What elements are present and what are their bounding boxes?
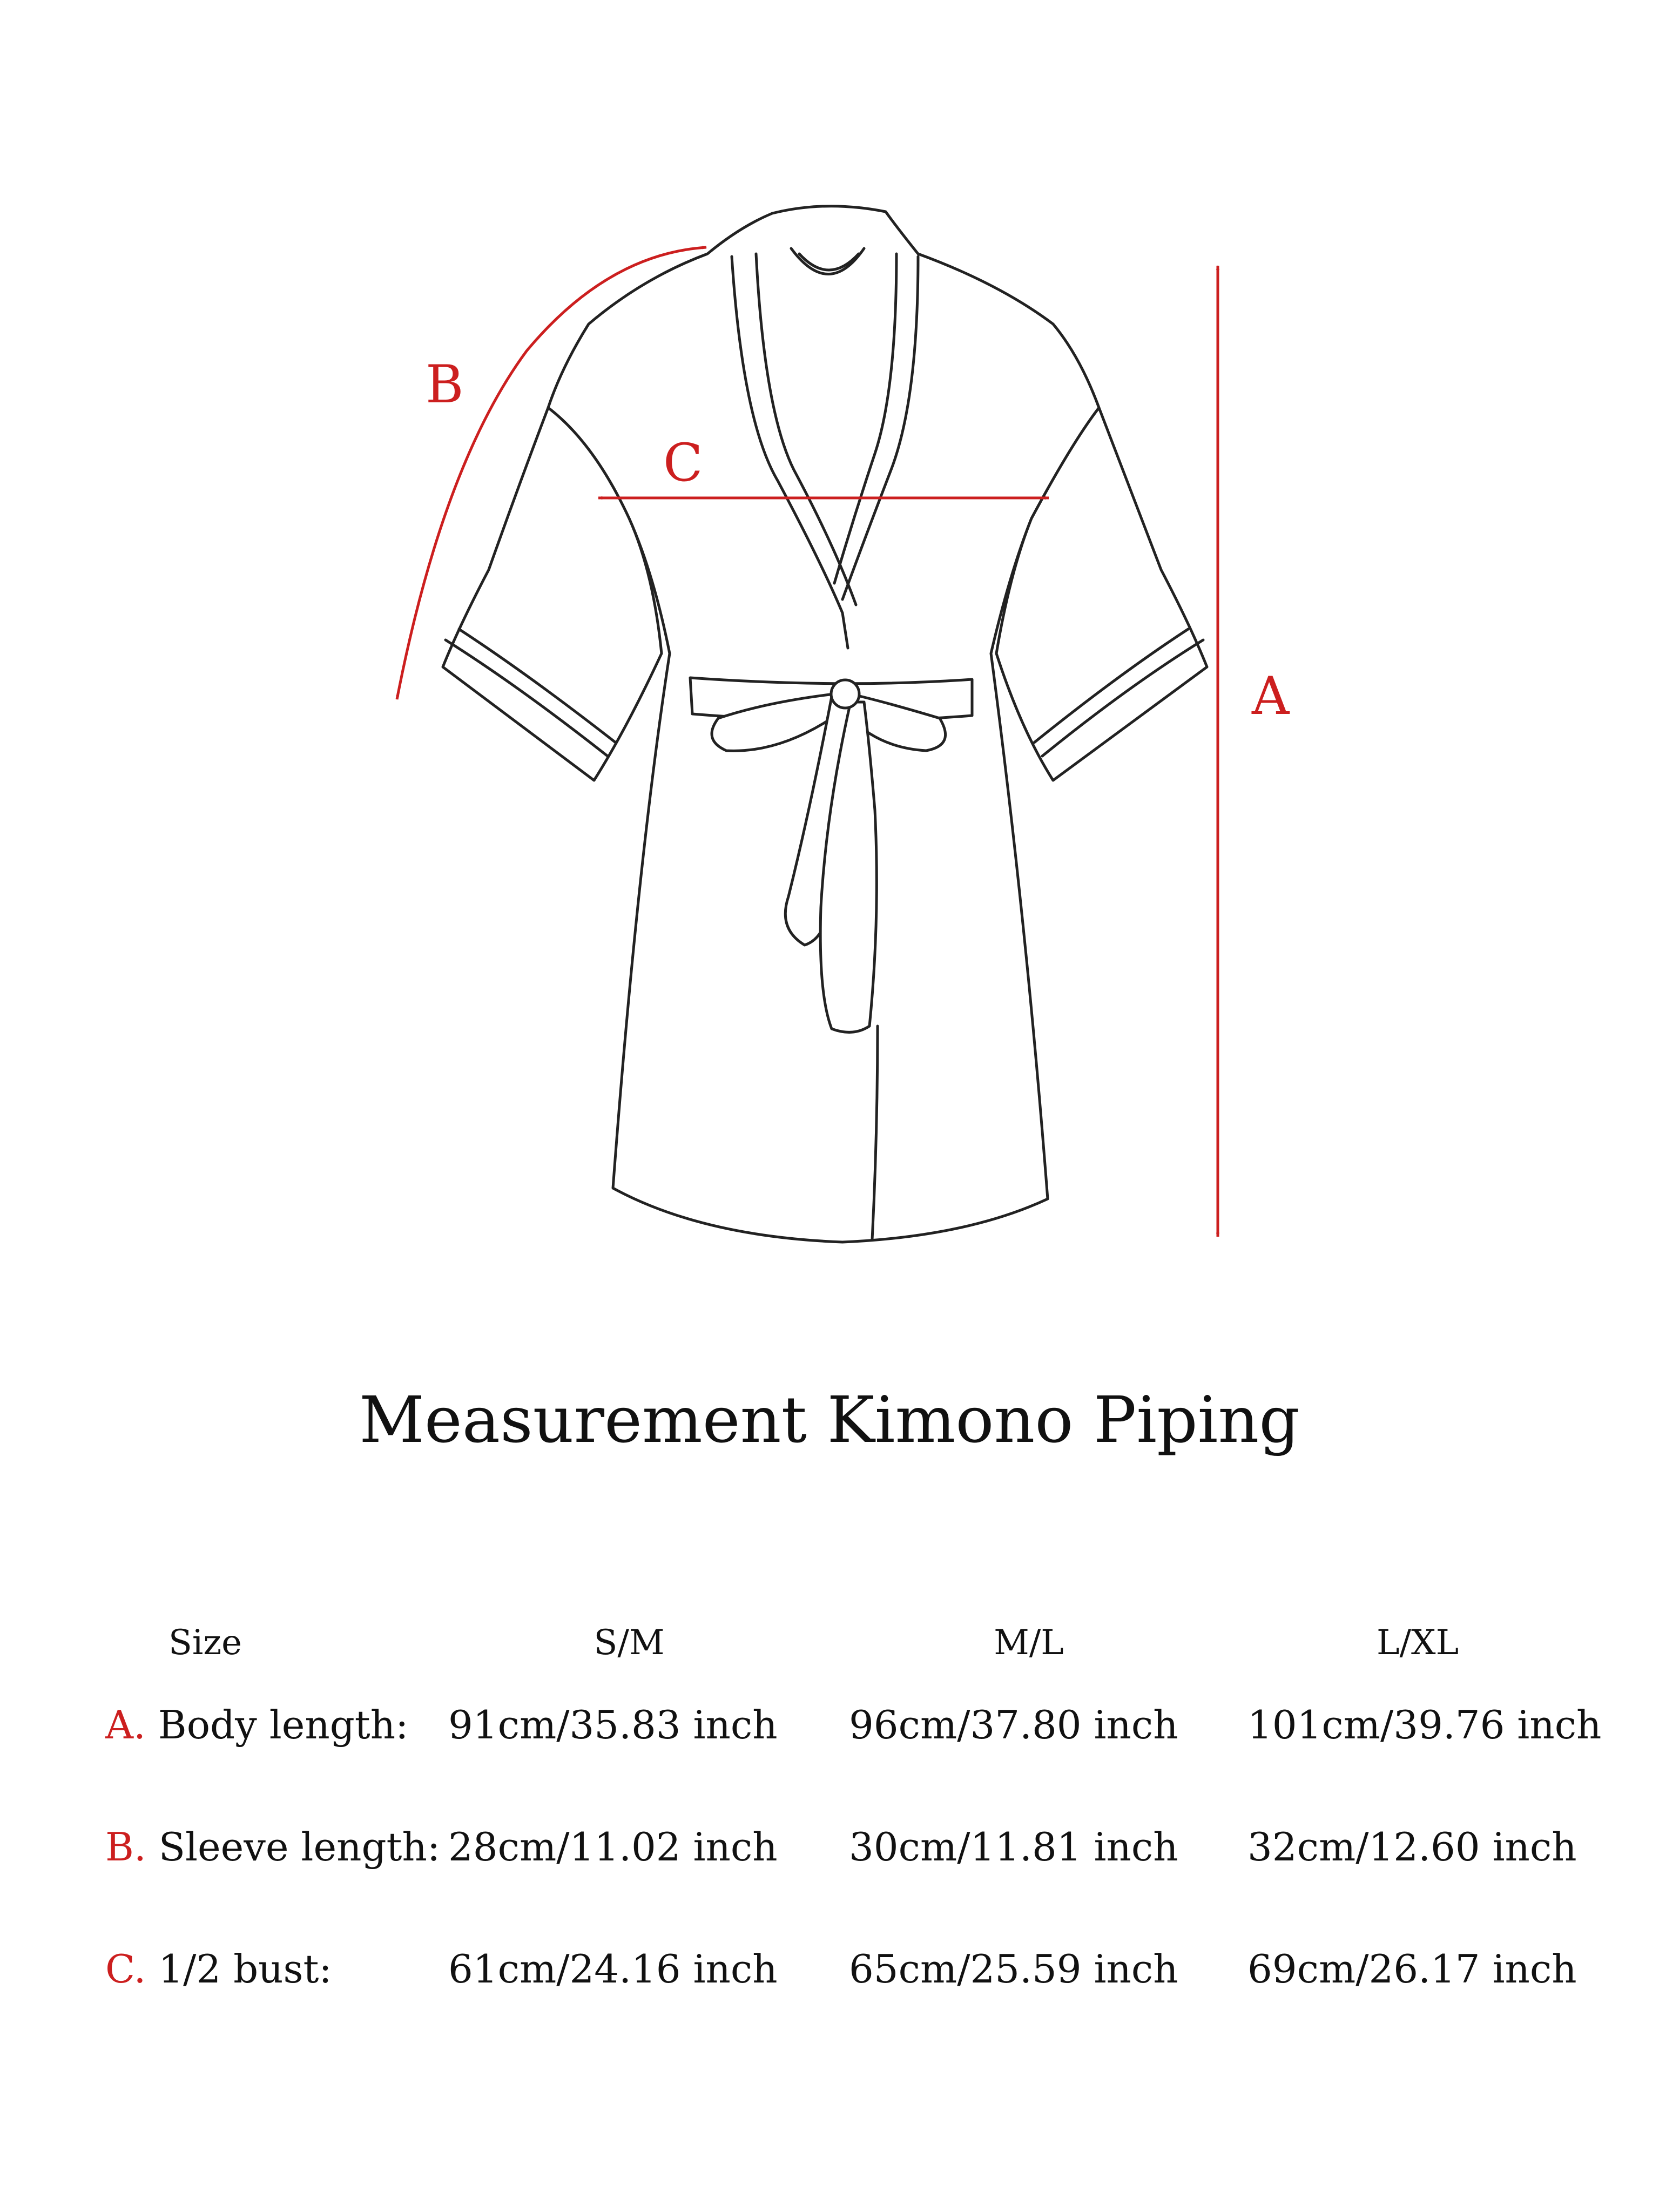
value-body-length-m-l: 96cm/37.80 inch [849,1702,1178,1748]
value-sleeve-length-l-xl: 32cm/12.60 inch [1247,1824,1577,1870]
row-code-c: C. [105,1946,146,1992]
row-name-half-bust: 1/2 bust: [158,1946,332,1992]
value-sleeve-length-s-m: 28cm/11.02 inch [448,1824,778,1870]
kimono-outline [443,206,1207,1242]
label-c: C [663,433,703,493]
value-body-length-s-m: 91cm/35.83 inch [448,1702,778,1748]
header-s-m: S/M [594,1623,665,1663]
header-size: Size [168,1623,242,1663]
row-name-body-length: Body length: [158,1702,409,1748]
belt-knot [831,680,859,708]
page-title: Measurement Kimono Piping [359,1382,1300,1457]
label-b: B [426,354,464,415]
value-body-length-l-xl: 101cm/39.76 inch [1247,1702,1602,1748]
row-label-body-length [105,1702,408,1748]
row-name-sleeve-length: Sleeve length: [158,1824,441,1870]
row-code-b: B. [105,1824,146,1870]
header-l-xl: L/XL [1376,1623,1459,1663]
row-code-a: A. [105,1702,146,1748]
value-half-bust-m-l: 65cm/25.59 inch [849,1946,1178,1992]
label-a: A [1252,666,1290,726]
value-half-bust-s-m: 61cm/24.16 inch [448,1946,778,1992]
value-half-bust-l-xl: 69cm/26.17 inch [1247,1946,1577,1992]
row-label-sleeve-length [105,1824,440,1870]
header-m-l: M/L [994,1623,1064,1663]
value-sleeve-length-m-l: 30cm/11.81 inch [849,1824,1178,1870]
row-label-half-bust [105,1946,332,1992]
